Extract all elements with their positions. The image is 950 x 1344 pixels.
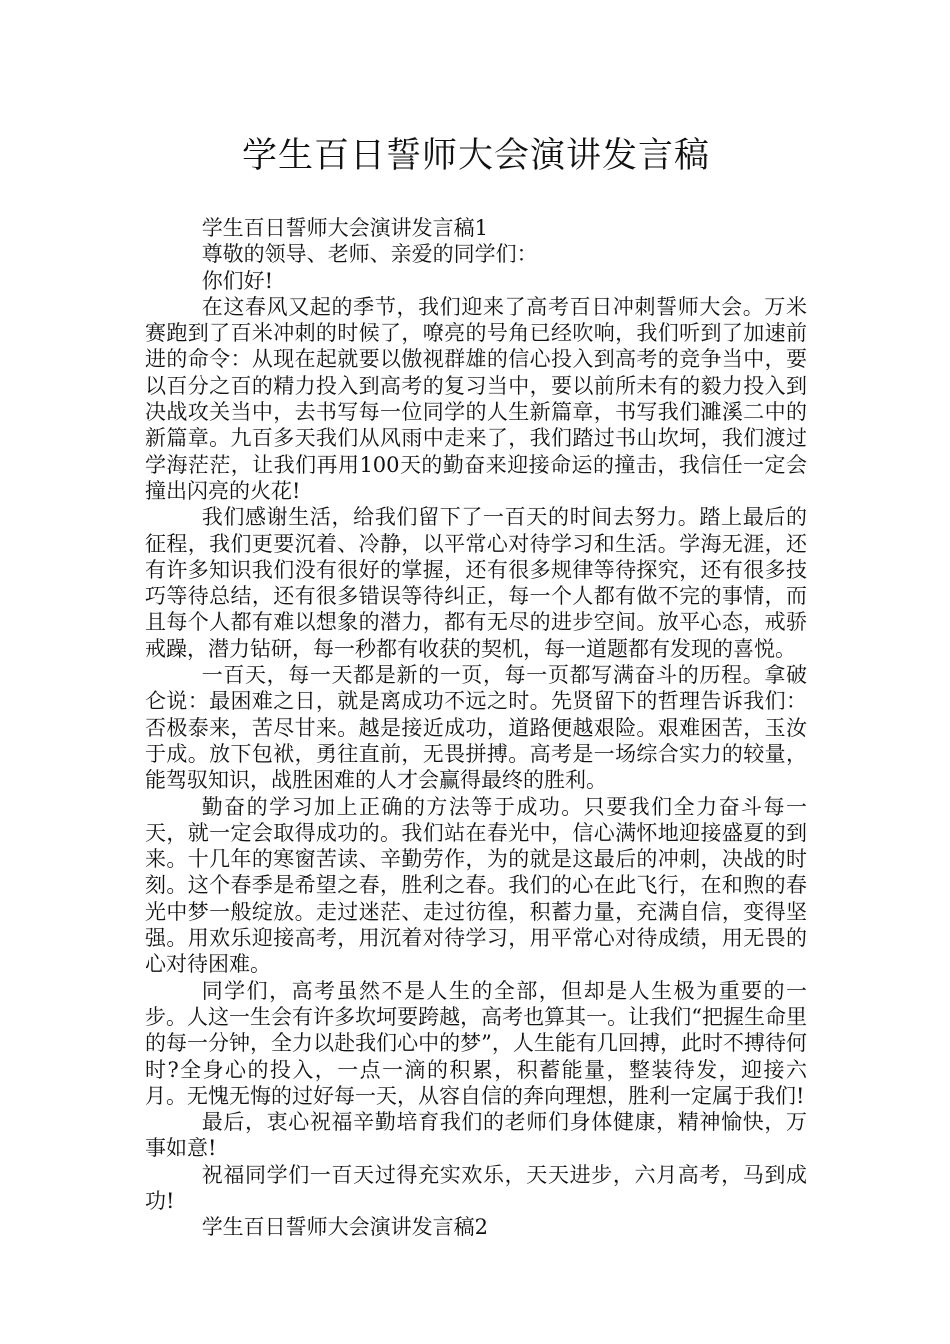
- body-paragraph: 一百天，每一天都是新的一页，每一页都写满奋斗的历程。拿破仑说：最困难之日，就是离成功不远之时。先贤留下的哲理告诉我们：否极泰来，苦尽甘来。越是接近成功，道路便越艰险。艰难困苦，玉汝于成。放下包袱，勇往直前，无畏拼搏。高考是一场综合实力的较量，能驾驭知识，战胜困难的人才会赢得最终的胜利。: [145, 663, 807, 793]
- salutation: 尊敬的领导、老师、亲爱的同学们：: [201, 242, 538, 267]
- closing-paragraph: 祝福同学们一百天过得充实欢乐，天天进步，六月高考，马到成功!: [145, 1162, 807, 1213]
- body-paragraph: 在这春风又起的季节，我们迎来了高考百日冲刺誓师大会。万米赛跑到了百米冲刺的时候了，嘹亮的号角已经吹响，我们听到了加速前进的命令：从现在起就要以傲视群雄的信心投入到高考的竞争当中，要以百分之百的精力投入到高考的复习当中，要以前所未有的毅力投入到决战攻关当中，去书写每一位同学的人生新篇章，书写我们濉溪二中的新篇章。九百多天我们从风雨中走来了，我们踏过书山坎坷，我们渡过学海茫茫，让我们再用100天的勤奋来迎接命运的撞击，我信任一定会撞出闪亮的火花!: [145, 294, 807, 503]
- document-page: [145, 120, 807, 1241]
- document-body: [145, 215, 807, 1241]
- body-paragraph: 同学们，高考虽然不是人生的全部，但却是人生极为重要的一步。人这一生会有许多坎坷要跨越，高考也算其一。让我们“把握生命里的每一分钟，全力以赴我们心中的梦”，人生能有几回搏，此时不搏待何时?全身心的投入，一点一滴的积累，积蓄能量，整装待发，迎接六月。无愧无悔的过好每一天，从容自信的奔向理想，胜利一定属于我们!: [145, 978, 807, 1108]
- greeting: 你们好!: [201, 268, 274, 293]
- closing-paragraph: 最后，衷心祝福辛勤培育我们的老师们身体健康，精神愉快，万事如意!: [145, 1110, 807, 1161]
- document-title: 学生百日誓师大会演讲发言稿: [241, 136, 710, 176]
- speech-heading-2: 学生百日誓师大会演讲发言稿2: [201, 1215, 489, 1240]
- body-paragraph: 我们感谢生活，给我们留下了一百天的时间去努力。踏上最后的征程，我们更要沉着、冷静，以平常心对待学习和生活。学海无涯，还有许多知识我们没有很好的掌握，还有很多规律等待探究，还有很多技巧等待总结，还有很多错误等待纠正，每一个人都有做不完的事情，而且每个人都有难以想象的潜力，都有无尽的进步空间。放平心态，戒骄戒躁，潜力钻研，每一秒都有收获的契机，每一道题都有发现的喜悦。: [145, 505, 807, 661]
- body-paragraph: 勤奋的学习加上正确的方法等于成功。只要我们全力奋斗每一天，就一定会取得成功的。我们站在春光中，信心满怀地迎接盛夏的到来。十几年的寒窗苦读、辛勤劳作，为的就是这最后的冲刺，决战的时刻。这个春季是希望之春，胜利之春。我们的心在此飞行，在和煦的春光中梦一般绽放。走过迷茫、走过彷徨，积蓄力量，充满自信，变得坚强。用欢乐迎接高考，用沉着对待学习，用平常心对待成绩，用无畏的心对待困难。: [145, 794, 807, 977]
- speech-heading-1: 学生百日誓师大会演讲发言稿1: [201, 216, 489, 240]
